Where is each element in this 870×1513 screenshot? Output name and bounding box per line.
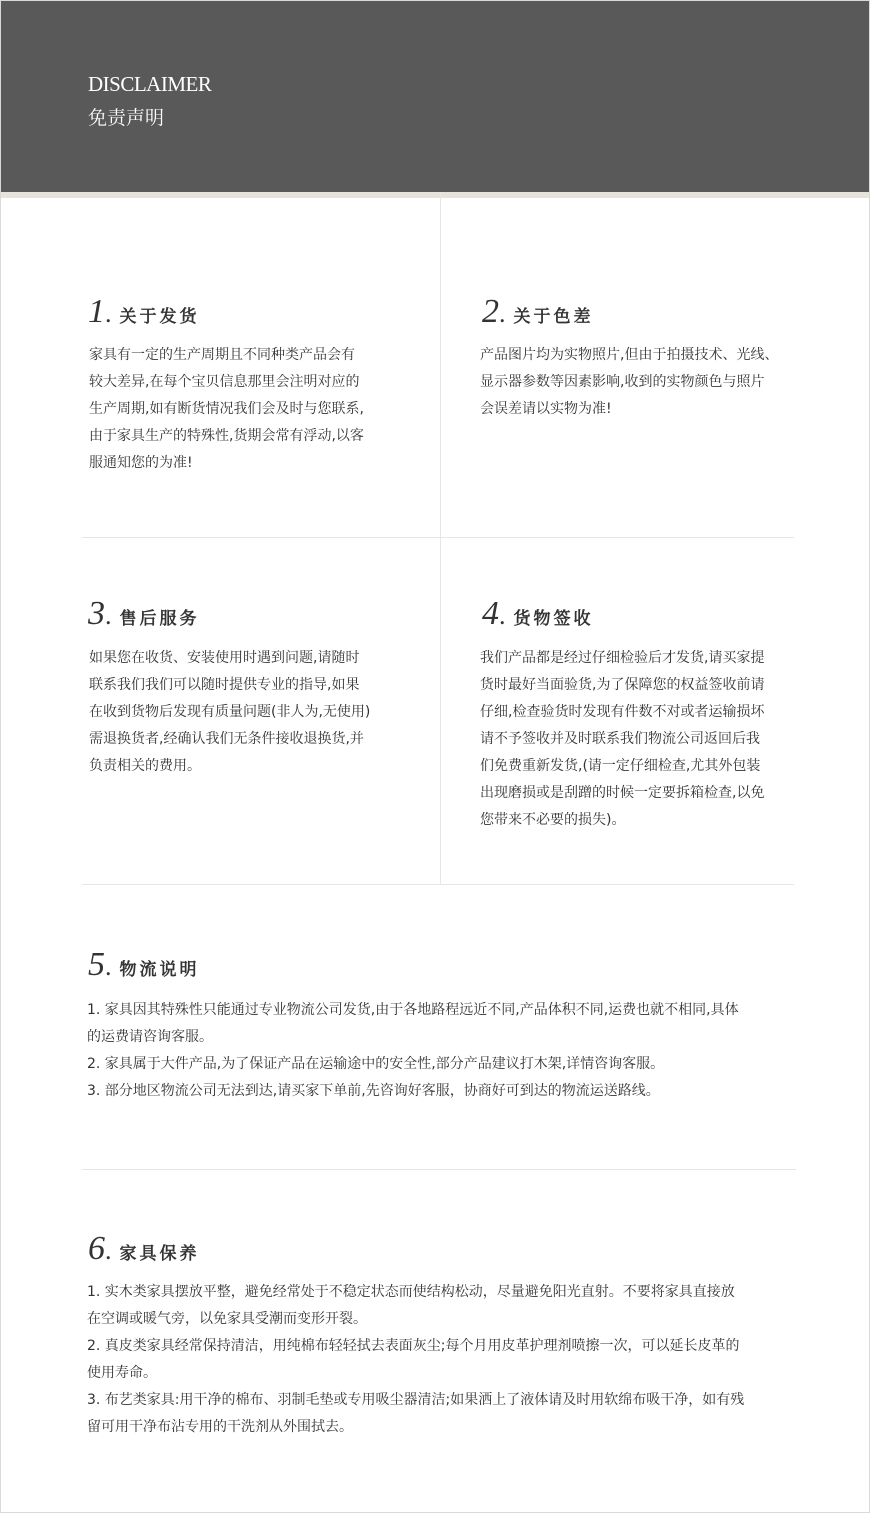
list-item: 在空调或暖气旁，以免家具受潮而变形开裂。 — [87, 1311, 367, 1327]
text-line: 需退换货者,经确认我们无条件接收退换货,并 — [89, 731, 364, 747]
grid-divider-vertical — [440, 192, 441, 884]
section-number: 5 — [88, 946, 105, 983]
header-divider — [0, 192, 870, 198]
header-title-cn: 免责声明 — [88, 107, 165, 129]
section-number: 6 — [88, 1230, 105, 1267]
header-banner — [0, 0, 870, 192]
section-heading: 售后服务 — [119, 609, 200, 629]
list-item: 2. 真皮类家具经常保持清洁，用纯棉布轻轻拭去表面灰尘;每个月用皮革护理剂喷擦一次，可以延长皮革的 — [87, 1338, 740, 1354]
text-line: 出现磨损或是刮蹭的时候一定要拆箱检查,以免 — [480, 785, 765, 801]
text-line: 在收到货物后发现有质量问题(非人为,无使用) — [89, 704, 371, 720]
grid-divider-horizontal — [82, 537, 794, 538]
section-1-body — [89, 342, 364, 477]
section-5-title: 5 . 物流说明 — [88, 946, 200, 983]
section-2-title: 2 . 关于色差 — [482, 293, 594, 330]
list-item: 使用寿命。 — [87, 1365, 157, 1381]
section-heading: 物流说明 — [119, 960, 200, 980]
section-number: 1 — [88, 293, 105, 330]
text-line: 联系我们我们可以随时提供专业的指导,如果 — [89, 677, 360, 693]
section-number: 4 — [482, 595, 499, 632]
section-1-title: 1 . 关于发货 — [88, 293, 200, 330]
text-line: 仔细,检查验货时发现有件数不对或者运输损坏 — [480, 704, 765, 720]
text-line: 负责相关的费用。 — [89, 758, 201, 774]
list-item: 3. 部分地区物流公司无法到达,请买家下单前,先咨询好客服，协商好可到达的物流运送路线。 — [87, 1083, 660, 1099]
section-5-body — [87, 997, 807, 1105]
text-line: 们免费重新发货,(请一定仔细检查,尤其外包装 — [480, 758, 761, 774]
list-item: 留可用干净布沾专用的干洗剂从外围拭去。 — [87, 1419, 353, 1435]
text-line: 我们产品都是经过仔细检验后才发货,请买家提 — [480, 650, 765, 666]
list-item: 1. 家具因其特殊性只能通过专业物流公司发货,由于各地路程远近不同,产品体积不同,运费也就不相同,具体 — [87, 1002, 739, 1018]
text-line: 由于家具生产的特殊性,货期会常有浮动,以客 — [89, 428, 364, 444]
text-line: 请不予签收并及时联系我们物流公司返回后我 — [480, 731, 760, 747]
text-line: 生产周期,如有断货情况我们会及时与您联系, — [89, 401, 364, 417]
section-number: 3 — [88, 595, 105, 632]
section-3-body — [89, 645, 370, 780]
header-title-en: DISCLAIMER — [88, 72, 212, 96]
grid-divider-horizontal — [82, 884, 794, 885]
section-2-body — [480, 342, 778, 423]
section-divider — [82, 1169, 796, 1170]
section-3-title: 3 . 售后服务 — [88, 595, 200, 632]
text-line: 显示器参数等因素影响,收到的实物颜色与照片 — [480, 374, 765, 390]
section-heading: 关于色差 — [513, 307, 594, 327]
list-item: 的运费请咨询客服。 — [87, 1029, 213, 1045]
text-line: 您带来不必要的损失)。 — [480, 812, 626, 828]
list-item: 1. 实木类家具摆放平整，避免经常处于不稳定状态而使结构松动，尽量避免阳光直射。不要将家具直接放 — [87, 1284, 735, 1300]
text-line: 如果您在收货、安装使用时遇到问题,请随时 — [89, 650, 360, 666]
section-4-title: 4 . 货物签收 — [482, 595, 594, 632]
section-4-body — [480, 645, 764, 834]
text-line: 服通知您的为准! — [89, 455, 193, 471]
section-6-body — [87, 1279, 807, 1441]
list-item: 3. 布艺类家具:用干净的棉布、羽制毛垫或专用吸尘器清洁;如果洒上了液体请及时用软绵布吸干净，如有残 — [87, 1392, 745, 1408]
section-heading: 家具保养 — [119, 1244, 200, 1264]
text-line: 家具有一定的生产周期且不同种类产品会有 — [89, 347, 355, 363]
section-6-title: 6 . 家具保养 — [88, 1230, 200, 1267]
text-line: 较大差异,在每个宝贝信息那里会注明对应的 — [89, 374, 360, 390]
text-line: 会误差请以实物为准! — [480, 401, 612, 417]
section-heading: 关于发货 — [119, 307, 200, 327]
text-line: 货时最好当面验货,为了保障您的权益签收前请 — [480, 677, 765, 693]
list-item: 2. 家具属于大件产品,为了保证产品在运输途中的安全性,部分产品建议打木架,详情咨询客服。 — [87, 1056, 665, 1072]
section-number: 2 — [482, 293, 499, 330]
text-line: 产品图片均为实物照片,但由于拍摄技术、光线、 — [480, 347, 779, 363]
section-heading: 货物签收 — [513, 609, 594, 629]
